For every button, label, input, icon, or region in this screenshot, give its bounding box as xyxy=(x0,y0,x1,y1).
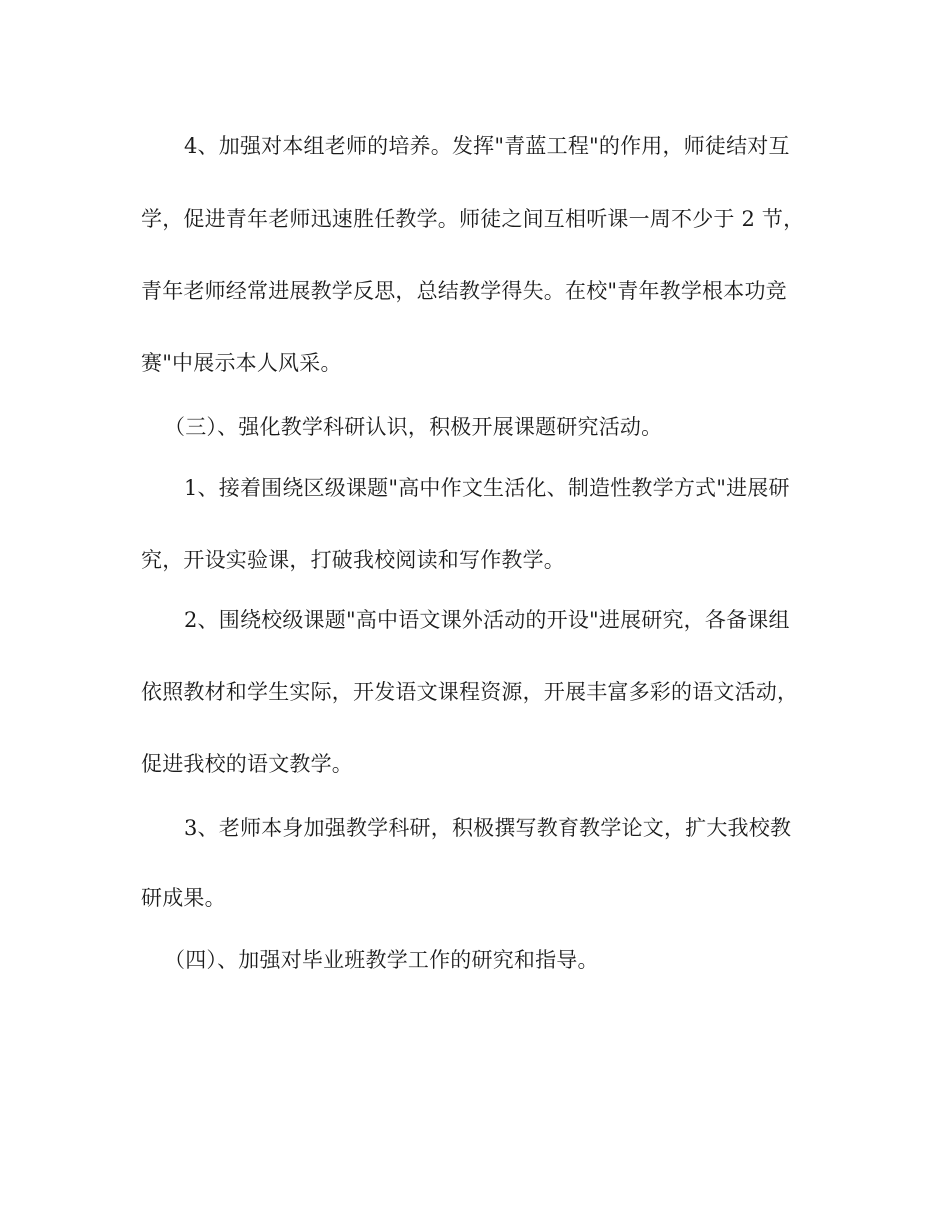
paragraph-item-4-line-3: 青年老师经常进展教学反思，总结教学得失。在校"青年教学根本功竞 xyxy=(141,279,787,303)
paragraph-item-3-line-2: 研成果。 xyxy=(141,886,226,910)
paragraph-item-4-line-2: 学，促进青年老师迅速胜任教学。师徒之间互相听课一周不少于 2 节， xyxy=(141,207,805,231)
paragraph-item-2-line-2: 依照教材和学生实际，开发语文课程资源，开展丰富多彩的语文活动， xyxy=(141,680,799,704)
paragraph-item-3-line-1: 3、老师本身加强教学科研，积极撰写教育教学论文，扩大我校教 xyxy=(184,816,792,840)
section-heading-4: （四）、加强对毕业班教学工作的研究和指导。 xyxy=(164,948,599,972)
paragraph-item-1-line-1: 1、接着围绕区级课题"高中作文生活化、制造性教学方式"进展研 xyxy=(184,476,790,500)
paragraph-item-1-line-2: 究，开设实验课，打破我校阅读和写作教学。 xyxy=(141,548,565,572)
paragraph-item-4-line-4: 赛"中展示本人风采。 xyxy=(141,351,342,375)
paragraph-item-2-line-1: 2、围绕校级课题"高中语文课外活动的开设"进展研究，各备课组 xyxy=(184,608,790,632)
paragraph-item-2-line-3: 促进我校的语文教学。 xyxy=(141,752,353,776)
paragraph-item-4-line-1: 4、加强对本组老师的培养。发挥"青蓝工程"的作用，师徒结对互 xyxy=(184,134,790,158)
section-heading-3: （三）、强化教学科研认识，积极开展课题研究活动。 xyxy=(164,415,663,439)
